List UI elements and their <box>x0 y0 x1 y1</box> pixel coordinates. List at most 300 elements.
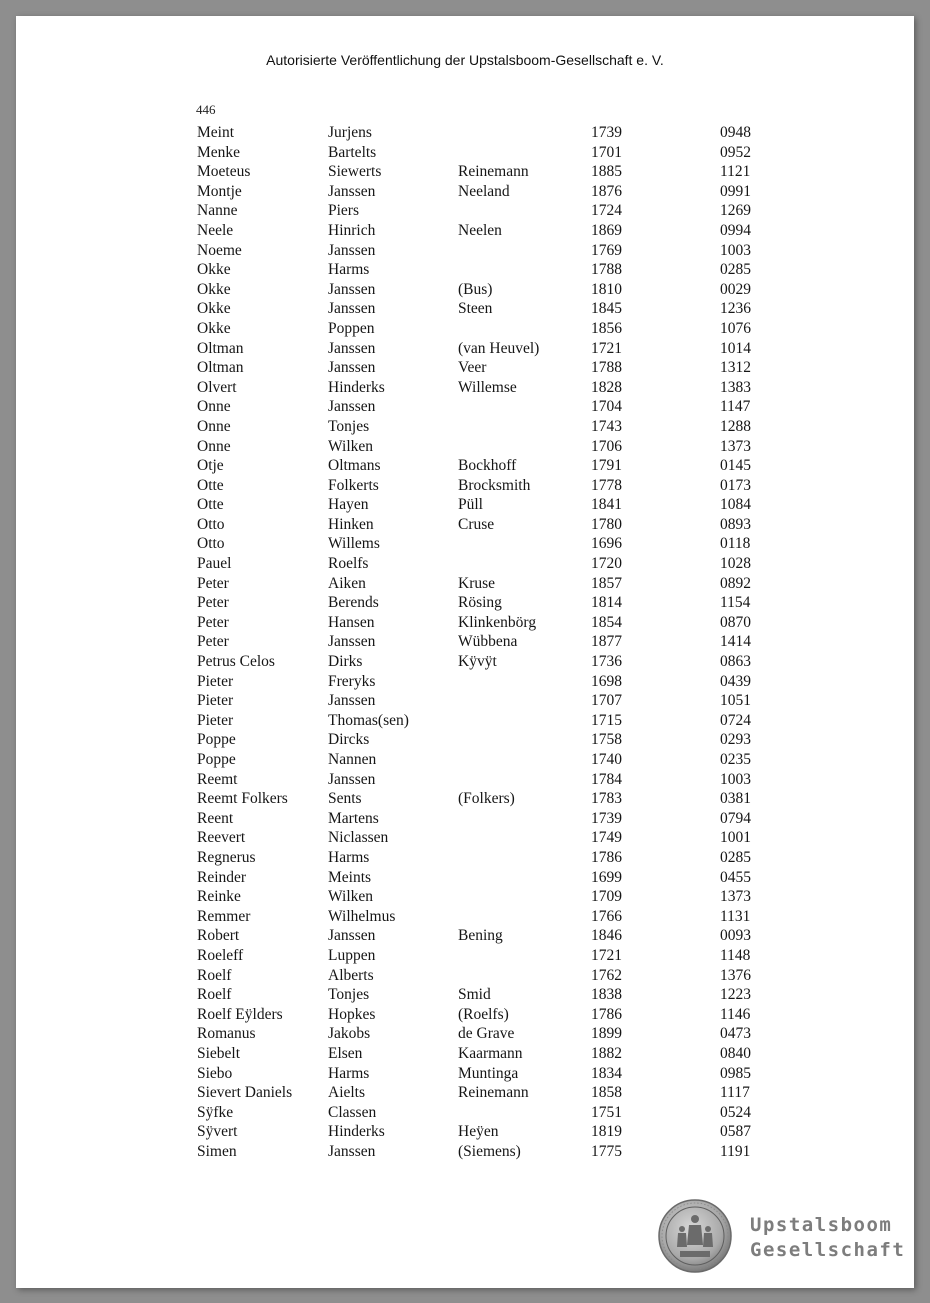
table-row <box>16 1024 914 1044</box>
given-name-cell: Otte <box>197 496 224 514</box>
year-cell: 1724 <box>591 202 622 220</box>
reference-number-cell: 1051 <box>720 692 751 710</box>
reference-number-cell: 0840 <box>720 1044 751 1062</box>
given-name-cell: Oltman <box>197 339 244 357</box>
reference-number-cell: 0991 <box>720 182 751 200</box>
patronymic-cell: Oltmans <box>328 457 381 475</box>
patronymic-cell: Janssen <box>328 280 376 298</box>
given-name-cell: Sÿfke <box>197 1103 234 1121</box>
given-name-cell: Otte <box>197 476 224 494</box>
surname-cell: Heÿen <box>458 1123 499 1141</box>
table-row <box>16 201 914 221</box>
table-row <box>16 1005 914 1025</box>
reference-number-cell: 1148 <box>720 946 751 964</box>
reference-number-cell: 0724 <box>720 711 751 729</box>
patronymic-cell: Janssen <box>328 398 376 416</box>
patronymic-cell: Freryks <box>328 672 376 690</box>
surname-cell: Cruse <box>458 515 495 533</box>
surname-cell: Reinemann <box>458 163 529 181</box>
year-cell: 1699 <box>591 868 622 886</box>
table-row <box>16 672 914 692</box>
reference-number-cell: 1223 <box>720 986 751 1004</box>
patronymic-cell: Luppen <box>328 946 376 964</box>
given-name-cell: Okke <box>197 261 231 279</box>
table-row <box>16 574 914 594</box>
given-name-cell: Okke <box>197 319 231 337</box>
year-cell: 1769 <box>591 241 622 259</box>
seal-icon <box>658 1199 732 1273</box>
document-page <box>16 16 914 1288</box>
given-name-cell: Roelf Eÿlders <box>197 1005 283 1023</box>
year-cell: 1856 <box>591 319 622 337</box>
given-name-cell: Nanne <box>197 202 238 220</box>
table-row <box>16 378 914 398</box>
table-row <box>16 299 914 319</box>
table-row <box>16 358 914 378</box>
year-cell: 1715 <box>591 711 622 729</box>
given-name-cell: Peter <box>197 594 229 612</box>
reference-number-cell: 0439 <box>720 672 751 690</box>
patronymic-cell: Hinderks <box>328 1123 385 1141</box>
surname-cell: (Bus) <box>458 280 493 298</box>
logo-wordmark <box>750 1213 905 1263</box>
given-name-cell: Okke <box>197 300 231 318</box>
reference-number-cell: 1146 <box>720 1005 751 1023</box>
given-name-cell: Reent <box>197 809 234 827</box>
reference-number-cell: 1191 <box>720 1142 751 1160</box>
table-row <box>16 593 914 613</box>
given-name-cell: Petrus Celos <box>197 653 275 671</box>
given-name-cell: Pieter <box>197 711 234 729</box>
patronymic-cell: Janssen <box>328 339 376 357</box>
year-cell: 1828 <box>591 378 622 396</box>
reference-number-cell: 1121 <box>720 163 751 181</box>
patronymic-cell: Aielts <box>328 1084 366 1102</box>
table-row <box>16 280 914 300</box>
society-logo <box>658 1199 906 1275</box>
patronymic-cell: Harms <box>328 1064 370 1082</box>
surname-cell: (Siemens) <box>458 1142 521 1160</box>
table-row <box>16 534 914 554</box>
given-name-cell: Noeme <box>197 241 242 259</box>
year-cell: 1758 <box>591 731 622 749</box>
reference-number-cell: 0118 <box>720 535 751 553</box>
year-cell: 1819 <box>591 1123 622 1141</box>
year-cell: 1698 <box>591 672 622 690</box>
reference-number-cell: 1373 <box>720 888 751 906</box>
year-cell: 1743 <box>591 417 622 435</box>
reference-number-cell: 1383 <box>720 378 751 396</box>
reference-number-cell: 0587 <box>720 1123 751 1141</box>
year-cell: 1783 <box>591 790 622 808</box>
year-cell: 1882 <box>591 1044 622 1062</box>
table-row <box>16 809 914 829</box>
patronymic-cell: Elsen <box>328 1044 363 1062</box>
reference-number-cell: 0173 <box>720 476 751 494</box>
year-cell: 1877 <box>591 633 622 651</box>
logo-line-2: Gesellschaft <box>750 1239 906 1261</box>
given-name-cell: Otje <box>197 457 224 475</box>
surname-cell: Willemse <box>458 378 517 396</box>
table-row <box>16 476 914 496</box>
table-row <box>16 848 914 868</box>
given-name-cell: Remmer <box>197 907 251 925</box>
table-row <box>16 652 914 672</box>
surname-cell: Neeland <box>458 182 510 200</box>
given-name-cell: Meint <box>197 124 235 141</box>
given-name-cell: Sievert Daniels <box>197 1084 293 1102</box>
table-row <box>16 260 914 280</box>
year-cell: 1739 <box>591 124 622 141</box>
year-cell: 1762 <box>591 966 622 984</box>
table-row <box>16 966 914 986</box>
surname-cell: Smid <box>458 986 491 1004</box>
year-cell: 1707 <box>591 692 622 710</box>
patronymic-cell: Wilhelmus <box>328 907 396 925</box>
table-row <box>16 828 914 848</box>
given-name-cell: Siebo <box>197 1064 233 1082</box>
patronymic-cell: Janssen <box>328 241 376 259</box>
year-cell: 1751 <box>591 1103 622 1121</box>
reference-number-cell: 1147 <box>720 398 751 416</box>
given-name-cell: Poppe <box>197 751 236 768</box>
patronymic-cell: Meints <box>328 868 372 886</box>
given-name-cell: Roelf <box>197 986 232 1004</box>
patronymic-cell: Janssen <box>328 300 376 318</box>
patronymic-cell: Sents <box>328 790 362 808</box>
year-cell: 1749 <box>591 829 622 847</box>
table-row <box>16 1122 914 1142</box>
patronymic-cell: Folkerts <box>328 476 379 494</box>
table-row <box>16 868 914 888</box>
table-row <box>16 907 914 927</box>
reference-number-cell: 1376 <box>720 966 751 984</box>
table-row <box>16 946 914 966</box>
surname-cell: (Folkers) <box>458 790 515 808</box>
table-row <box>16 182 914 202</box>
table-row <box>16 339 914 359</box>
table-row <box>16 1044 914 1064</box>
patronymic-cell: Harms <box>328 261 370 279</box>
given-name-cell: Pieter <box>197 692 234 710</box>
year-cell: 1838 <box>591 986 622 1004</box>
table-row <box>16 515 914 535</box>
year-cell: 1701 <box>591 143 622 161</box>
year-cell: 1786 <box>591 848 622 866</box>
reference-number-cell: 1131 <box>720 907 751 925</box>
patronymic-cell: Alberts <box>328 966 374 984</box>
given-name-cell: Reemt Folkers <box>197 790 288 808</box>
given-name-cell: Montje <box>197 182 242 200</box>
reference-number-cell: 1028 <box>720 555 751 573</box>
reference-number-cell: 0892 <box>720 574 751 592</box>
reference-number-cell: 1084 <box>720 496 751 514</box>
reference-number-cell: 1003 <box>720 770 751 788</box>
table-row <box>16 711 914 731</box>
patronymic-cell: Poppen <box>328 319 375 337</box>
table-row <box>16 691 914 711</box>
year-cell: 1739 <box>591 809 622 827</box>
year-cell: 1899 <box>591 1025 622 1043</box>
patronymic-cell: Tonjes <box>328 986 370 1004</box>
given-name-cell: Pauel <box>197 555 232 573</box>
surname-cell: de Grave <box>458 1025 515 1043</box>
reference-number-cell: 0952 <box>720 143 751 161</box>
given-name-cell: Onne <box>197 437 231 455</box>
year-cell: 1814 <box>591 594 622 612</box>
surname-cell: Püll <box>458 496 483 514</box>
year-cell: 1885 <box>591 163 622 181</box>
table-row <box>16 1083 914 1103</box>
given-name-cell: Otto <box>197 535 225 553</box>
table-row <box>16 456 914 476</box>
given-name-cell: Roelf <box>197 966 232 984</box>
patronymic-cell: Bartelts <box>328 143 377 161</box>
table-row <box>16 1142 914 1162</box>
year-cell: 1721 <box>591 946 622 964</box>
reference-number-cell: 0863 <box>720 653 751 671</box>
given-name-cell: Sÿvert <box>197 1123 238 1141</box>
reference-number-cell: 0524 <box>720 1103 751 1121</box>
surname-cell: Kÿvÿt <box>458 653 497 671</box>
table-row <box>16 554 914 574</box>
table-row <box>16 162 914 182</box>
surname-cell: Reinemann <box>458 1084 529 1102</box>
year-cell: 1845 <box>591 300 622 318</box>
table-row <box>16 143 914 163</box>
given-name-cell: Neele <box>197 221 234 239</box>
table-row <box>16 632 914 652</box>
given-name-cell: Reinke <box>197 888 241 906</box>
reference-number-cell: 1312 <box>720 359 751 377</box>
patronymic-cell: Janssen <box>328 633 376 651</box>
given-name-cell: Oltman <box>197 359 244 377</box>
reference-number-cell: 1236 <box>720 300 751 318</box>
year-cell: 1706 <box>591 437 622 455</box>
patronymic-cell: Janssen <box>328 692 376 710</box>
page-number: 446 <box>196 102 216 117</box>
table-row <box>16 319 914 339</box>
page-header: Autorisierte Veröffentlichung der Upstalsboom-Gesellschaft e. V. <box>266 52 664 68</box>
given-name-cell: Onne <box>197 417 231 435</box>
year-cell: 1720 <box>591 555 622 573</box>
given-name-cell: Otto <box>197 515 225 533</box>
year-cell: 1858 <box>591 1084 622 1102</box>
reference-number-cell: 0794 <box>720 809 751 827</box>
given-name-cell: Simen <box>197 1142 237 1160</box>
patronymic-cell: Jurjens <box>328 124 372 141</box>
patronymic-cell: Hinrich <box>328 221 376 239</box>
reference-number-cell: 0948 <box>720 124 751 141</box>
reference-number-cell: 0093 <box>720 927 751 945</box>
table-row <box>16 613 914 633</box>
year-cell: 1788 <box>591 359 622 377</box>
table-row <box>16 437 914 457</box>
year-cell: 1791 <box>591 457 622 475</box>
patronymic-cell: Willems <box>328 535 380 553</box>
patronymic-cell: Niclassen <box>328 829 389 847</box>
year-cell: 1846 <box>591 927 622 945</box>
patronymic-cell: Tonjes <box>328 417 370 435</box>
given-name-cell: Reinder <box>197 868 247 886</box>
year-cell: 1696 <box>591 535 622 553</box>
surname-cell: Kaarmann <box>458 1044 523 1062</box>
given-name-cell: Pieter <box>197 672 234 690</box>
given-name-cell: Okke <box>197 280 231 298</box>
given-name-cell: Reevert <box>197 829 246 847</box>
name-register-table <box>16 123 914 1161</box>
table-row <box>16 750 914 770</box>
given-name-cell: Robert <box>197 927 240 945</box>
table-row <box>16 887 914 907</box>
year-cell: 1784 <box>591 770 622 788</box>
given-name-cell: Regnerus <box>197 848 256 866</box>
year-cell: 1721 <box>591 339 622 357</box>
reference-number-cell: 1003 <box>720 241 751 259</box>
patronymic-cell: Martens <box>328 809 379 827</box>
reference-number-cell: 0029 <box>720 280 751 298</box>
patronymic-cell: Nannen <box>328 751 377 768</box>
logo-line-1: Upstalsboom <box>750 1214 893 1236</box>
patronymic-cell: Janssen <box>328 359 376 377</box>
table-row <box>16 221 914 241</box>
reference-number-cell: 1414 <box>720 633 751 651</box>
given-name-cell: Peter <box>197 633 229 651</box>
patronymic-cell: Aiken <box>328 574 366 592</box>
year-cell: 1709 <box>591 888 622 906</box>
patronymic-cell: Janssen <box>328 927 376 945</box>
year-cell: 1766 <box>591 907 622 925</box>
table-row <box>16 770 914 790</box>
given-name-cell: Menke <box>197 143 241 161</box>
reference-number-cell: 0870 <box>720 613 751 631</box>
given-name-cell: Peter <box>197 613 229 631</box>
given-name-cell: Poppe <box>197 731 236 749</box>
reference-number-cell: 0381 <box>720 790 751 808</box>
year-cell: 1778 <box>591 476 622 494</box>
patronymic-cell: Jakobs <box>328 1025 371 1043</box>
surname-cell: Kruse <box>458 574 496 592</box>
reference-number-cell: 0285 <box>720 848 751 866</box>
year-cell: 1704 <box>591 398 622 416</box>
table-row <box>16 730 914 750</box>
surname-cell: Steen <box>458 300 493 318</box>
patronymic-cell: Hansen <box>328 613 375 631</box>
patronymic-cell: Harms <box>328 848 370 866</box>
year-cell: 1857 <box>591 574 622 592</box>
surname-cell: Klinkenbörg <box>458 613 537 631</box>
surname-cell: Muntinga <box>458 1064 519 1082</box>
table-row <box>16 985 914 1005</box>
year-cell: 1841 <box>591 496 622 514</box>
reference-number-cell: 0455 <box>720 868 751 886</box>
surname-cell: Veer <box>458 359 487 377</box>
surname-cell: Rösing <box>458 594 502 612</box>
year-cell: 1834 <box>591 1064 622 1082</box>
reference-number-cell: 1373 <box>720 437 751 455</box>
patronymic-cell: Janssen <box>328 182 376 200</box>
given-name-cell: Romanus <box>197 1025 256 1043</box>
surname-cell: (Roelfs) <box>458 1005 509 1023</box>
surname-cell: Wübbena <box>458 633 518 651</box>
patronymic-cell: Dircks <box>328 731 370 749</box>
reference-number-cell: 0985 <box>720 1064 751 1082</box>
table-row <box>16 397 914 417</box>
surname-cell: (van Heuvel) <box>458 339 540 357</box>
surname-cell: Brocksmith <box>458 476 531 494</box>
year-cell: 1736 <box>591 653 622 671</box>
table-row <box>16 1103 914 1123</box>
reference-number-cell: 0473 <box>720 1025 751 1043</box>
year-cell: 1810 <box>591 280 622 298</box>
reference-number-cell: 0235 <box>720 751 751 768</box>
patronymic-cell: Piers <box>328 202 359 220</box>
given-name-cell: Roeleff <box>197 946 244 964</box>
year-cell: 1869 <box>591 221 622 239</box>
reference-number-cell: 1001 <box>720 829 751 847</box>
patronymic-cell: Wilken <box>328 437 374 455</box>
reference-number-cell: 1117 <box>720 1084 750 1102</box>
reference-number-cell: 1154 <box>720 594 751 612</box>
table-row <box>16 123 914 143</box>
table-row <box>16 926 914 946</box>
table-row <box>16 1064 914 1084</box>
patronymic-cell: Dirks <box>328 653 363 671</box>
year-cell: 1740 <box>591 751 622 768</box>
given-name-cell: Siebelt <box>197 1044 241 1062</box>
patronymic-cell: Janssen <box>328 1142 376 1160</box>
given-name-cell: Onne <box>197 398 231 416</box>
year-cell: 1775 <box>591 1142 622 1160</box>
given-name-cell: Olvert <box>197 378 237 396</box>
given-name-cell: Reemt <box>197 770 238 788</box>
year-cell: 1876 <box>591 182 622 200</box>
patronymic-cell: Hinderks <box>328 378 385 396</box>
patronymic-cell: Roelfs <box>328 555 369 573</box>
reference-number-cell: 0893 <box>720 515 751 533</box>
year-cell: 1854 <box>591 613 622 631</box>
table-row <box>16 495 914 515</box>
year-cell: 1780 <box>591 515 622 533</box>
table-row <box>16 241 914 261</box>
reference-number-cell: 1014 <box>720 339 751 357</box>
patronymic-cell: Siewerts <box>328 163 382 181</box>
reference-number-cell: 1269 <box>720 202 751 220</box>
year-cell: 1788 <box>591 261 622 279</box>
patronymic-cell: Berends <box>328 594 379 612</box>
patronymic-cell: Hayen <box>328 496 369 514</box>
reference-number-cell: 1076 <box>720 319 751 337</box>
reference-number-cell: 0145 <box>720 457 751 475</box>
table-row <box>16 417 914 437</box>
surname-cell: Bening <box>458 927 503 945</box>
given-name-cell: Moeteus <box>197 163 251 181</box>
reference-number-cell: 0285 <box>720 261 751 279</box>
given-name-cell: Peter <box>197 574 229 592</box>
patronymic-cell: Hopkes <box>328 1005 376 1023</box>
reference-number-cell: 1288 <box>720 417 751 435</box>
patronymic-cell: Janssen <box>328 770 376 788</box>
patronymic-cell: Classen <box>328 1103 377 1121</box>
reference-number-cell: 0994 <box>720 221 751 239</box>
surname-cell: Bockhoff <box>458 457 517 475</box>
patronymic-cell: Thomas(sen) <box>328 711 409 729</box>
reference-number-cell: 0293 <box>720 731 751 749</box>
patronymic-cell: Wilken <box>328 888 374 906</box>
year-cell: 1786 <box>591 1005 622 1023</box>
patronymic-cell: Hinken <box>328 515 374 533</box>
surname-cell: Neelen <box>458 221 502 239</box>
